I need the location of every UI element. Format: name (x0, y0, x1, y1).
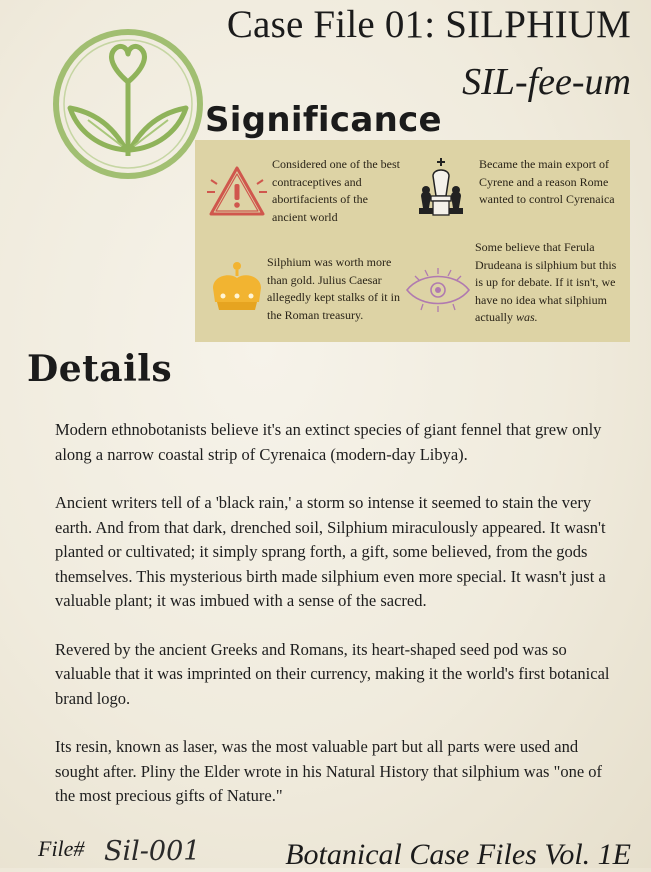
details-paragraph: Ancient writers tell of a 'black rain,' a storm so intense it seemed to stain the very earth. And from that dark, drenched soil, Silphium miraculously appeared. It wasn't planted or cultivated; it simply sprang forth, a gift, some believed, from the gods themselves. This mysterious birth made silphium even more special. It wasn't just a valuable plant; it was imbued with a sense of the sacred. (55, 493, 606, 610)
significance-text: Silphium was worth more than gold. Julius Caesar allegedly kept stalks of it in the Roman treasury. (267, 255, 400, 322)
chess-pieces-icon (417, 156, 465, 220)
significance-text: Became the main export of Cyrene and a reason Rome wanted to control Cyrenaica (479, 157, 615, 206)
file-number-label: File# (38, 836, 85, 861)
significance-text: Considered one of the best contraceptives and abortifacients of the ancient world (272, 157, 400, 224)
significance-panel (195, 140, 630, 342)
significance-item-contraceptive (272, 156, 402, 226)
file-number-value: Sil-001 (104, 836, 201, 867)
details-heading: Details (27, 348, 173, 390)
details-paragraph: Revered by the ancient Greeks and Romans, its heart-shaped seed pod was so valuable that it was imprinted on their currency, making it the world's first botanical brand logo. (55, 639, 610, 708)
volume-title: Botanical Case Files Vol. 1E (285, 838, 631, 871)
significance-item-gold (267, 254, 401, 324)
significance-text-italic: was. (515, 310, 538, 324)
pronunciation: SIL-fee-um (462, 61, 631, 103)
significance-heading: Significance (205, 100, 442, 140)
case-file-title: Case File 01: SILPHIUM (226, 3, 631, 46)
significance-item-ferula (475, 239, 625, 327)
significance-text: Some believe that Ferula Drudeana is silphium but this is up for debate. If it isn't, we have no idea what silphium actually (475, 240, 617, 324)
eye-icon (401, 264, 475, 314)
details-body (55, 418, 625, 833)
details-paragraph: Modern ethnobotanists believe it's an extinct species of giant fennel that grew only along a narrow coastal strip of Cyrenaica (modern-day Libya). (55, 420, 602, 464)
details-paragraph: Its resin, known as laser, was the most valuable part but all parts were used and sought after. Pliny the Elder wrote in his Natural History that silphium was "one of the most precious gifts of Nature." (55, 737, 603, 805)
crown-icon (207, 258, 267, 318)
heart-sprout-logo-icon (48, 24, 208, 184)
warning-icon (205, 162, 269, 220)
significance-item-export (479, 156, 619, 209)
